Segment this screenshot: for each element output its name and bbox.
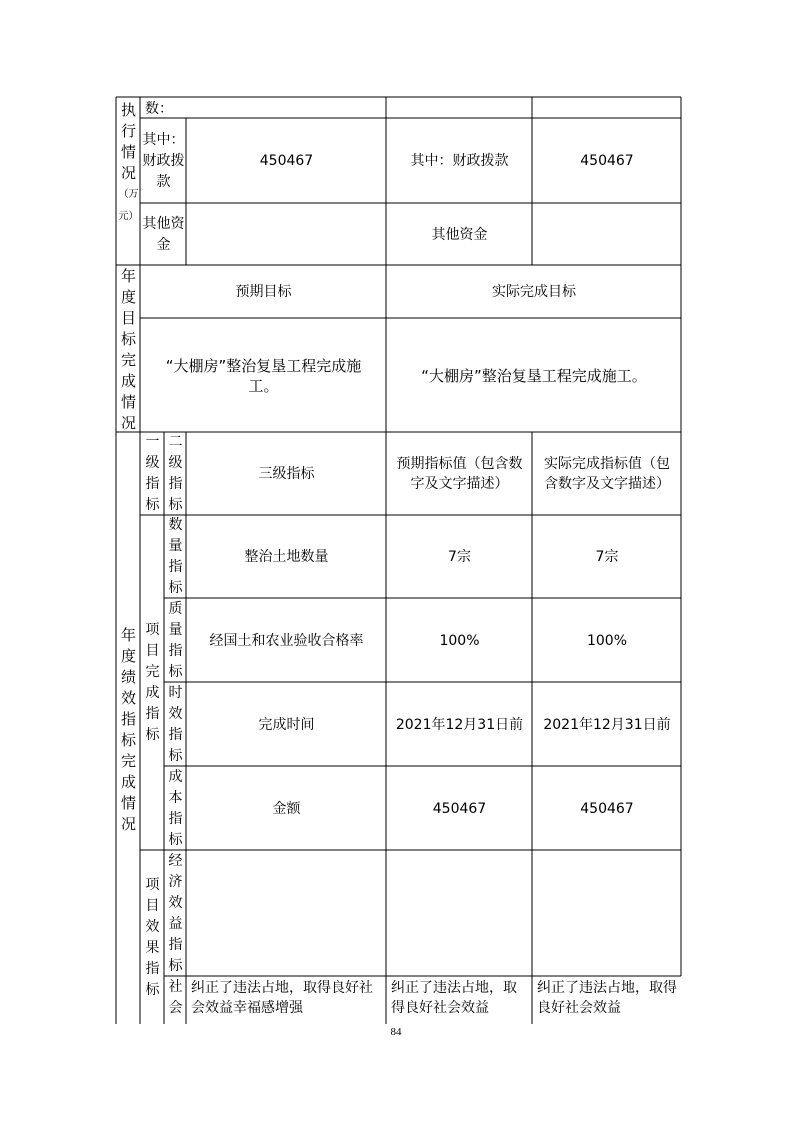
other-funds-label: 其他资金 [142, 215, 185, 253]
social-benefit-indicator-label: 社会 [168, 979, 183, 1016]
social-benefit-planned: 纠正了违法占地，取得良好社会效益 [391, 980, 517, 1016]
level1-header: 一级指标 [145, 434, 160, 513]
count-label: 数： [145, 101, 173, 117]
social-benefit-actual: 纠正了违法占地，取得良好社会效益 [537, 980, 677, 1016]
level2-header: 二级指标 [168, 434, 183, 513]
planned-value-header: 预期指标值（包含数字及文字描述） [396, 456, 523, 492]
cost-indicator-label: 成本指标 [168, 768, 183, 848]
sub-fiscal-label: 其中：财政拨款 [142, 131, 185, 190]
quality-actual: 100% [586, 632, 628, 649]
economic-benefit-planned [387, 851, 532, 976]
goal-planned-text: “大棚房”整治复垦工程完成施工。 [165, 356, 362, 395]
fiscal-actual-value: 450467 [580, 153, 634, 169]
goal-actual-text: “大棚房”整治复垦工程完成施工。 [421, 366, 647, 385]
goal-actual-header: 实际完成目标 [492, 284, 576, 300]
timeliness-planned: 2021年12月31日前 [395, 716, 524, 733]
quality-indicator-name: 经国土和农业验收合格率 [209, 632, 364, 649]
quantity-indicator-label: 数量指标 [168, 517, 183, 596]
timeliness-indicator-name: 完成时间 [258, 716, 315, 733]
quantity-indicator-name: 整治土地数量 [244, 549, 329, 565]
social-benefit-indicator-name: 纠正了违法占地，取得良好社会效益幸福感增强 [191, 980, 373, 1016]
quality-planned: 100% [439, 632, 480, 649]
economic-benefit-indicator-name [187, 851, 386, 976]
economic-benefit-indicator-label: 经济效益指标 [168, 852, 183, 974]
cost-planned: 450467 [432, 800, 487, 817]
cost-actual: 450467 [580, 800, 634, 817]
level3-header: 三级指标 [258, 466, 315, 482]
perf-side-label: 年度绩效指标完成情况 [120, 625, 136, 833]
actual-value-header: 实际完成指标值（包含数字及文字描述） [544, 456, 670, 492]
economic-benefit-actual [533, 851, 681, 976]
exec-side-label [117, 98, 140, 265]
quantity-actual: 7宗 [595, 549, 619, 565]
exec-side-label-text: 执行情况 [120, 101, 136, 182]
other-funds-actual-label: 其他资金 [431, 226, 488, 243]
timeliness-indicator-label: 时效指标 [168, 684, 183, 764]
quality-indicator-label: 质量指标 [168, 600, 183, 680]
fiscal-actual-label: 其中：财政拨款 [410, 153, 509, 169]
unit-label: （万元） [118, 189, 139, 222]
cost-indicator-name: 金额 [272, 800, 301, 817]
page-number: 84 [390, 1026, 402, 1038]
goal-planned-header: 预期目标 [235, 284, 292, 300]
goal-side-label: 年度目标完成情况 [120, 267, 136, 432]
output-indicator-label: 项目完成指标 [145, 622, 160, 743]
quantity-planned: 7宗 [448, 549, 471, 565]
timeliness-actual: 2021年12月31日前 [543, 716, 671, 733]
fiscal-planned-value: 450467 [259, 153, 314, 169]
effect-indicator-label: 项目效果指标 [145, 876, 160, 998]
